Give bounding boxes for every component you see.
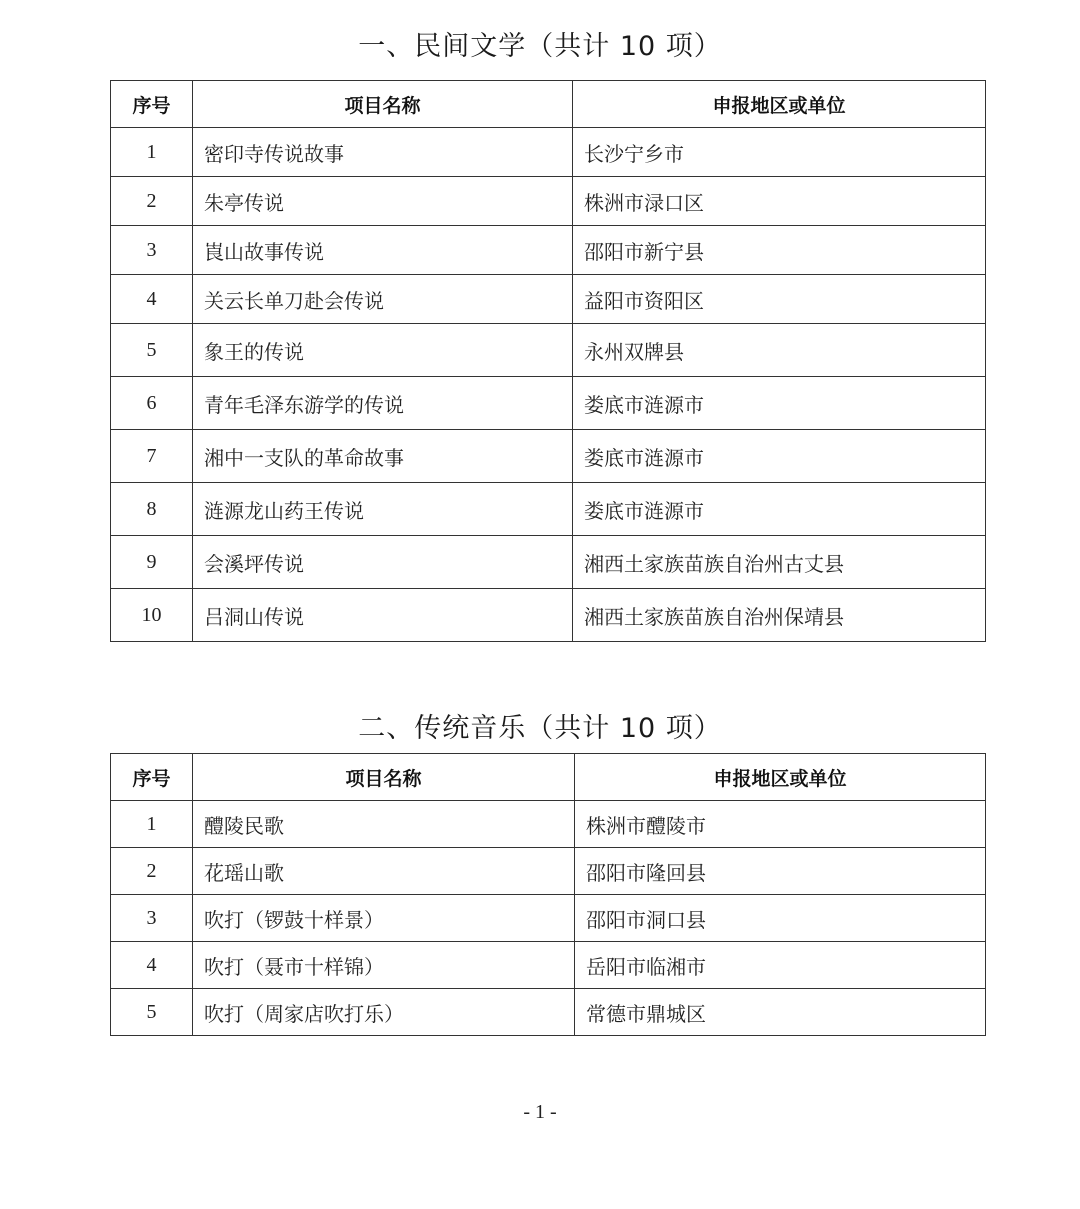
row-project-name: 花瑶山歌	[193, 848, 575, 895]
row-project-name: 涟源龙山药王传说	[193, 483, 573, 536]
table-row	[111, 895, 986, 942]
section-2-title: 二、传统音乐（共计 10 项）	[358, 713, 722, 744]
table-row	[111, 848, 986, 895]
section-1-title: 一、民间文学（共计 10 项）	[358, 31, 722, 62]
row-region: 邵阳市新宁县	[573, 226, 986, 275]
header-region: 申报地区或单位	[575, 754, 986, 801]
row-region: 长沙宁乡市	[573, 128, 986, 177]
header-index: 序号	[111, 81, 193, 128]
row-region: 常德市鼎城区	[575, 989, 986, 1036]
row-index: 2	[111, 848, 193, 895]
table-row	[111, 226, 986, 275]
row-project-name: 关云长单刀赴会传说	[193, 275, 573, 324]
row-region: 株洲市醴陵市	[575, 801, 986, 848]
table-row	[111, 942, 986, 989]
folk-literature-table	[110, 80, 986, 642]
row-index: 9	[111, 536, 193, 589]
row-project-name: 湘中一支队的革命故事	[193, 430, 573, 483]
row-project-name: 醴陵民歌	[193, 801, 575, 848]
row-index: 4	[111, 942, 193, 989]
row-project-name: 吹打（周家店吹打乐）	[193, 989, 575, 1036]
row-region: 娄底市涟源市	[573, 483, 986, 536]
row-project-name: 会溪坪传说	[193, 536, 573, 589]
row-index: 5	[111, 324, 193, 377]
row-region: 邵阳市隆回县	[575, 848, 986, 895]
table-row	[111, 589, 986, 642]
table-row	[111, 377, 986, 430]
row-region: 邵阳市洞口县	[575, 895, 986, 942]
table-header-row	[111, 81, 986, 128]
row-project-name: 象王的传说	[193, 324, 573, 377]
header-index: 序号	[111, 754, 193, 801]
row-project-name: 吹打（聂市十样锦）	[193, 942, 575, 989]
row-region: 益阳市资阳区	[573, 275, 986, 324]
row-project-name: 密印寺传说故事	[193, 128, 573, 177]
header-region: 申报地区或单位	[573, 81, 986, 128]
row-index: 3	[111, 895, 193, 942]
header-project-name: 项目名称	[193, 81, 573, 128]
row-index: 1	[111, 128, 193, 177]
row-region: 湘西土家族苗族自治州保靖县	[573, 589, 986, 642]
table-header-row	[111, 754, 986, 801]
table-row	[111, 275, 986, 324]
row-region: 株洲市渌口区	[573, 177, 986, 226]
table-row	[111, 801, 986, 848]
row-project-name: 吹打（锣鼓十样景）	[193, 895, 575, 942]
row-region: 娄底市涟源市	[573, 377, 986, 430]
row-index: 5	[111, 989, 193, 1036]
row-index: 7	[111, 430, 193, 483]
row-region: 湘西土家族苗族自治州古丈县	[573, 536, 986, 589]
row-index: 8	[111, 483, 193, 536]
table-row	[111, 430, 986, 483]
row-region: 永州双牌县	[573, 324, 986, 377]
table-row	[111, 483, 986, 536]
row-project-name: 吕洞山传说	[193, 589, 573, 642]
table-row	[111, 177, 986, 226]
table-row	[111, 536, 986, 589]
row-index: 10	[111, 589, 193, 642]
row-region: 岳阳市临湘市	[575, 942, 986, 989]
row-region: 娄底市涟源市	[573, 430, 986, 483]
row-index: 2	[111, 177, 193, 226]
row-project-name: 朱亭传说	[193, 177, 573, 226]
row-index: 4	[111, 275, 193, 324]
table-row	[111, 128, 986, 177]
row-index: 3	[111, 226, 193, 275]
traditional-music-table	[110, 753, 986, 1036]
header-project-name: 项目名称	[193, 754, 575, 801]
table-row	[111, 324, 986, 377]
page-number: - 1 -	[523, 1101, 557, 1123]
row-project-name: 青年毛泽东游学的传说	[193, 377, 573, 430]
row-index: 6	[111, 377, 193, 430]
table-row	[111, 989, 986, 1036]
row-project-name: 崀山故事传说	[193, 226, 573, 275]
row-index: 1	[111, 801, 193, 848]
